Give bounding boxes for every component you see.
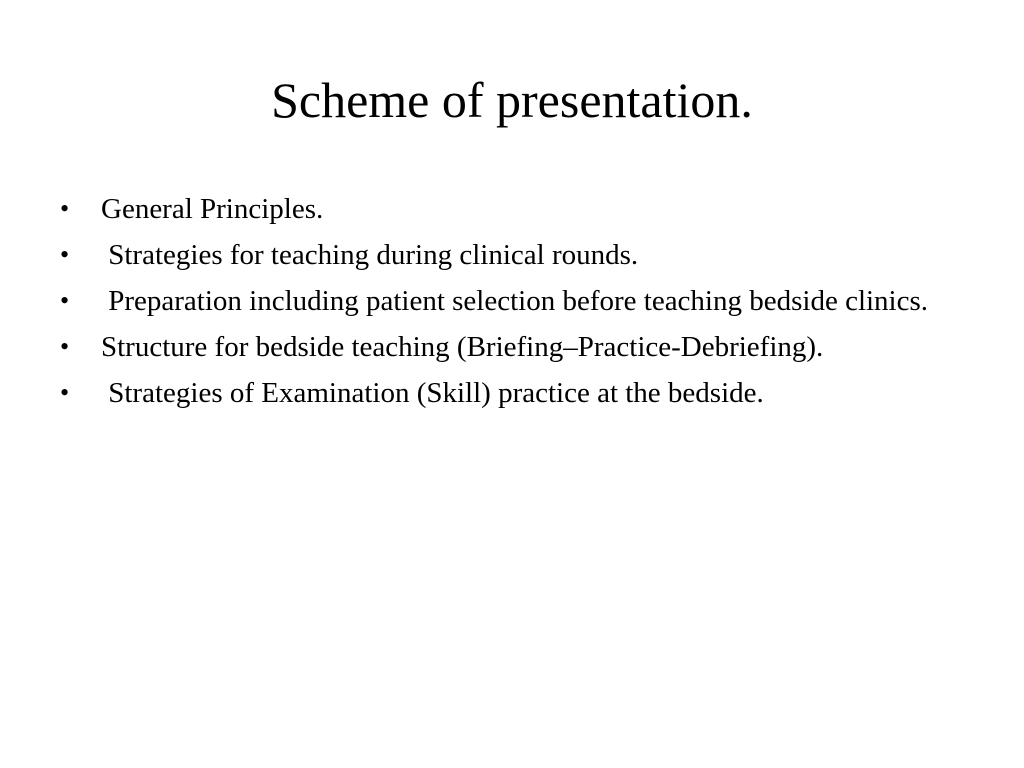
bullet-item: [0, 234, 1024, 276]
bullet-icon: •: [60, 286, 70, 315]
bullet-item: [0, 280, 1024, 322]
bullet-icon: •: [60, 378, 70, 407]
bullet-text: Structure for bedside teaching (Briefing–Practice-Debriefing).: [101, 331, 824, 363]
bullet-icon: •: [60, 332, 70, 361]
bullet-text: Strategies for teaching during clinical rounds.: [101, 239, 639, 271]
bullet-item: [0, 372, 1024, 414]
bullet-text: General Principles.: [101, 193, 324, 225]
bullet-icon: •: [60, 194, 70, 223]
bullet-icon: •: [60, 240, 70, 269]
bullet-text: Strategies of Examination (Skill) practice at the bedside.: [101, 377, 764, 409]
bullet-text: Preparation including patient selection before teaching bedside clinics.: [101, 285, 929, 317]
bullet-item: [0, 326, 1024, 368]
bullet-list: [0, 188, 1024, 418]
bullet-item: [0, 188, 1024, 230]
slide-title: Scheme of presentation.: [271, 72, 753, 128]
